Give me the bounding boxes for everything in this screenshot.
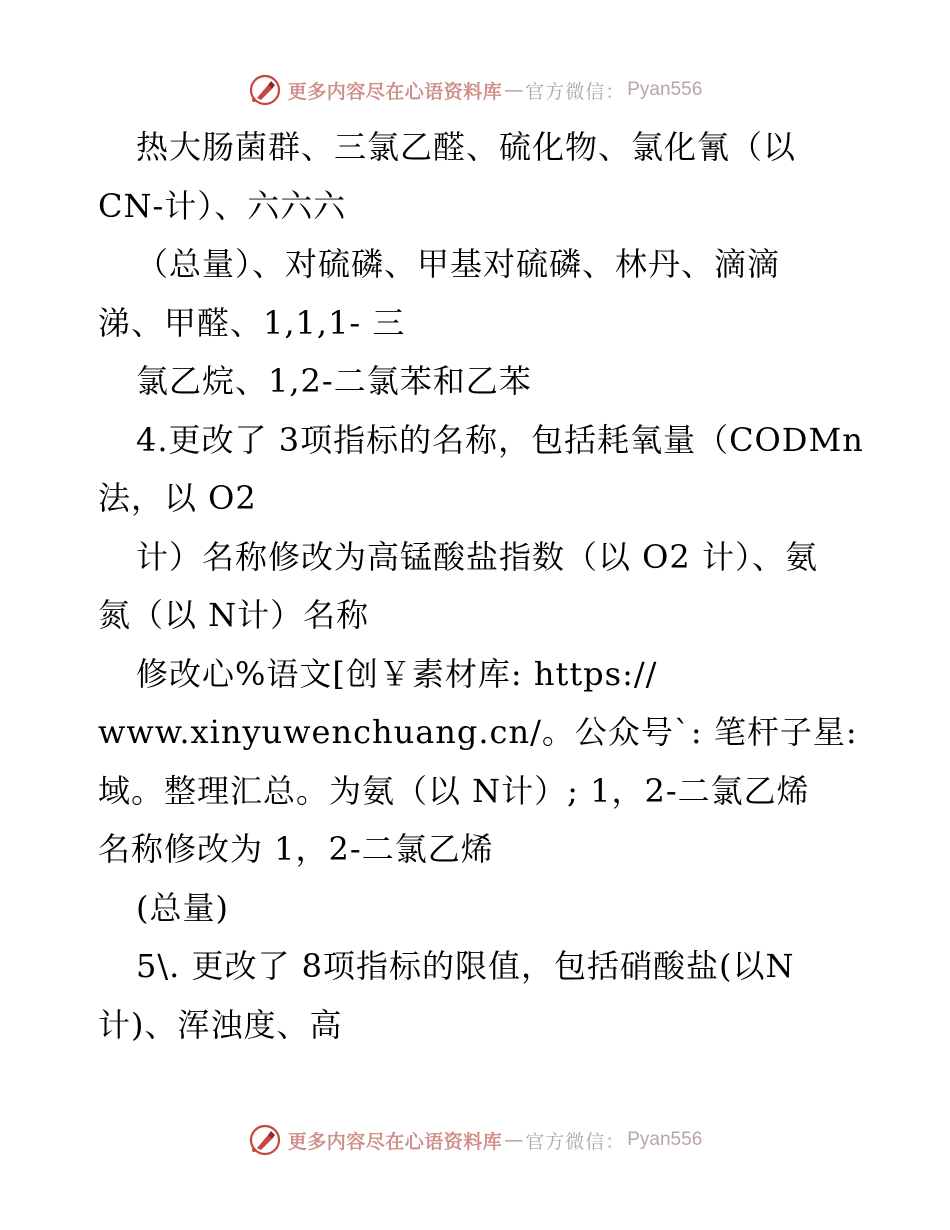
- banner-wechat-id: Pyan556: [627, 79, 703, 100]
- body-line-1: 热大肠菌群、三氯乙醛、硫化物、氯化氰（以: [136, 128, 797, 166]
- body-line-14: (总量): [136, 888, 229, 927]
- body-line-10: 修改心%语文[创￥素材库: https://: [136, 654, 658, 693]
- banner-dash: —: [504, 1129, 524, 1151]
- banner-brand-text: 更多内容尽在心语资料库: [287, 1130, 503, 1153]
- header-banner: [0, 70, 950, 110]
- pen-nib-logo-icon: [248, 1123, 282, 1157]
- body-line-9: 氮（以 N计）名称: [98, 596, 370, 634]
- body-line-15: 5\. 更改了 8项指标的限值，包括硝酸盐(以N: [136, 947, 795, 985]
- banner-dash: —: [504, 79, 524, 101]
- body-line-12: 域。整理汇总。为氨（以 N计）; 1，2-二氯乙烯: [98, 771, 810, 810]
- body-line-4: 涕、甲醛、1,1,1- 三: [98, 303, 406, 342]
- body-line-11: www.xinyuwenchuang.cn/。公众号`: 笔杆子星:: [98, 713, 858, 751]
- body-line-13: 名称修改为 1，2-二氯乙烯: [98, 830, 494, 868]
- body-line-3: （总量）、对硫磷、甲基对硫磷、林丹、滴滴: [136, 245, 781, 283]
- banner-brand-text: 更多内容尽在心语资料库: [287, 80, 503, 103]
- body-line-5: 氯乙烷、1,2-二氯苯和乙苯: [136, 362, 532, 400]
- pen-nib-logo-icon: [248, 73, 282, 107]
- body-line-7: 法，以 O2: [98, 479, 257, 517]
- banner-official-label: 官方微信：: [525, 1130, 626, 1153]
- body-line-8: 计）名称修改为高锰酸盐指数（以 O2 计）、氨: [136, 537, 818, 576]
- footer-banner: [0, 1120, 950, 1160]
- banner-wechat-id: Pyan556: [627, 1129, 703, 1150]
- body-line-6: 4.更改了 3项指标的名称，包括耗氧量（CODMn: [136, 420, 864, 459]
- body-line-2: CN-计）、六六六: [98, 186, 347, 225]
- banner-official-label: 官方微信：: [525, 80, 626, 103]
- body-line-16: 计)、浑浊度、高: [98, 1005, 343, 1044]
- document-body: [98, 118, 864, 1054]
